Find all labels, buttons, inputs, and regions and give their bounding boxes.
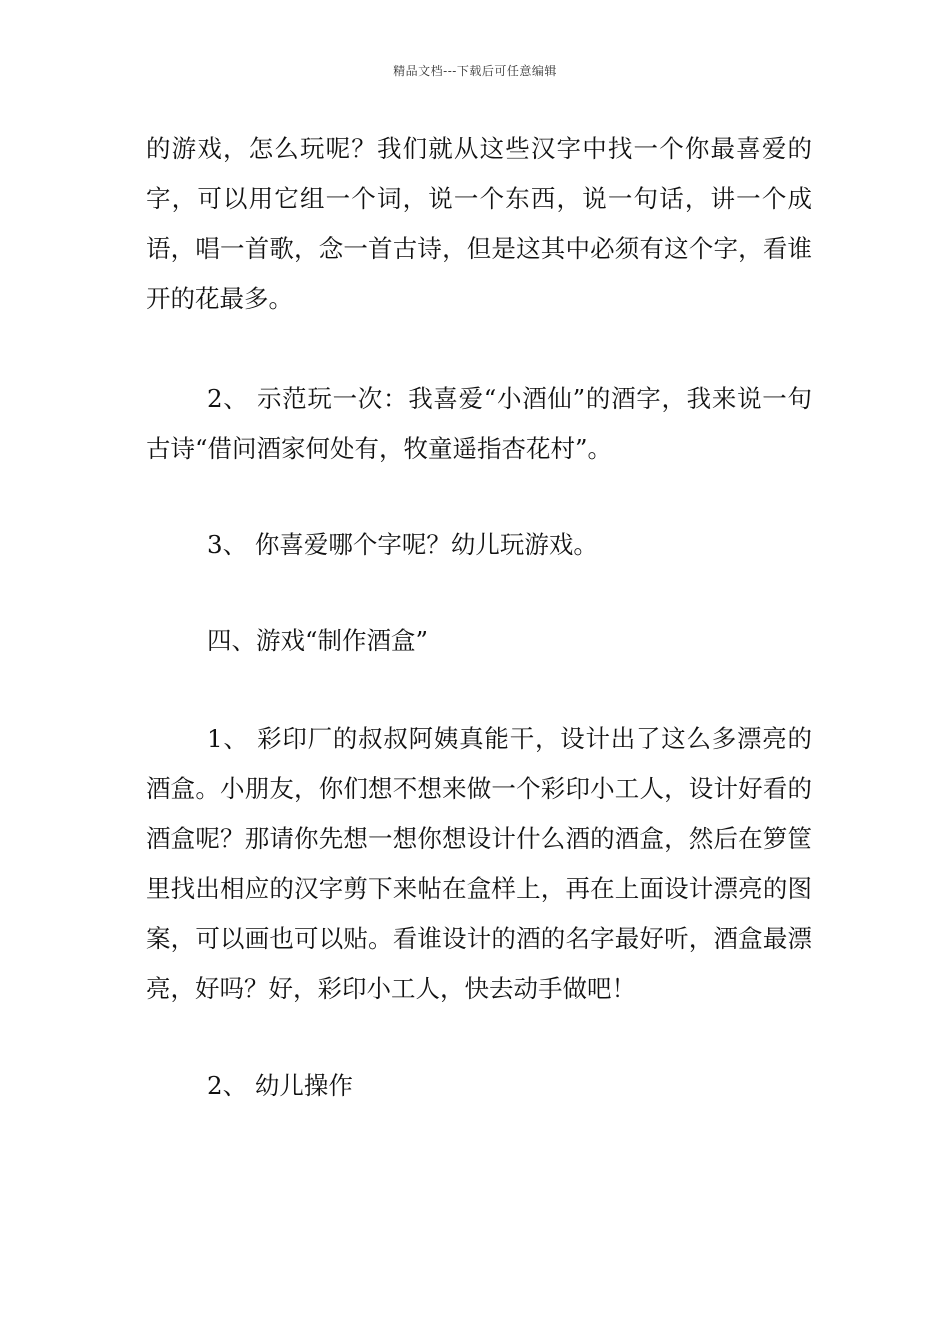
section-heading-make-wine-box: 四、游戏“制作酒盒” — [207, 626, 429, 655]
paragraph-design-instructions: 1、 彩印厂的叔叔阿姨真能干，设计出了这么多漂亮的酒盒。小朋友，你们想不想来做一个彩印小工人，设计好看的酒盒呢？那请你先想一想你想设计什么酒的酒盒，然后在箩筐里找出相应的汉字剪下来帖在盒样上，再在上面设计漂亮的图案，可以画也可以贴。看谁设计的酒的名字最好听，酒盒最漂亮，好吗？好，彩印小工人，快去动手做吧！ — [146, 724, 812, 1003]
page-header: 精品文档---下载后可任意编辑 — [393, 64, 557, 78]
paragraph-demo: 2、 示范玩一次：我喜爱“小酒仙”的酒字，我来说一句古诗“借问酒家何处有，牧童遥指杏花村”。 — [146, 384, 812, 463]
document-body — [146, 124, 812, 1157]
paragraph-children-play: 3、 你喜爱哪个字呢？幼儿玩游戏。 — [207, 530, 598, 559]
paragraph-game-rules: 的游戏，怎么玩呢？我们就从这些汉字中找一个你最喜爱的字，可以用它组一个词，说一个东西，说一句话，讲一个成语，唱一首歌，念一首古诗，但是这其中必须有这个字，看谁开的花最多。 — [146, 134, 812, 313]
paragraph-children-operate: 2、 幼儿操作 — [207, 1071, 353, 1100]
